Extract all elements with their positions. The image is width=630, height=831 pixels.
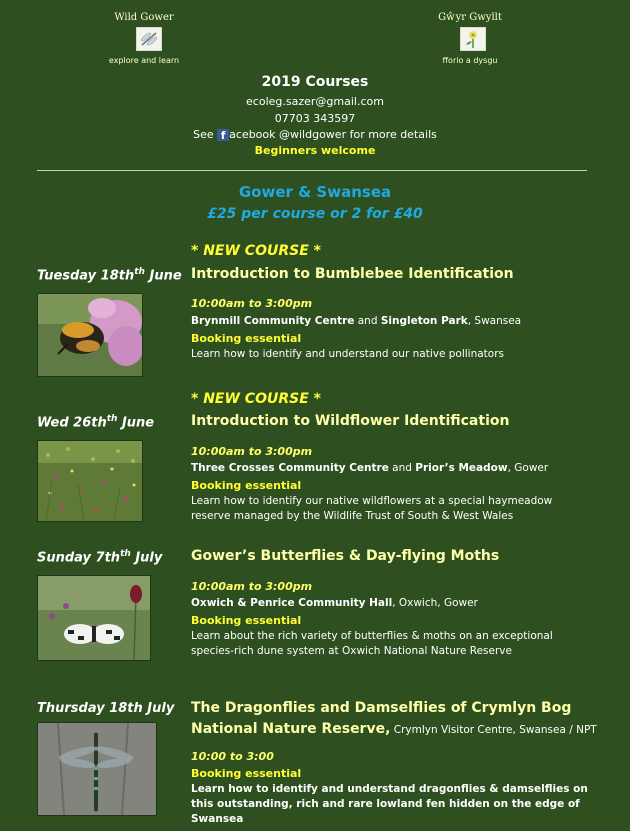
- course-description: Learn how to identify and understand dragonflies & damselflies on this outstanding, rich and rare lowland fen hidden on the edge of Swansea: [191, 783, 588, 825]
- course-venue: Oxwich & Penrice Community Hall, Oxwich, Gower: [191, 597, 478, 609]
- wildflower-meadow-photo: [37, 440, 143, 522]
- course-venue: Brynmill Community Centre and Singleton Park, Swansea: [191, 315, 522, 327]
- butterfly-photo: [37, 575, 151, 661]
- booking-essential: Booking essential: [191, 332, 302, 345]
- course-title: Introduction to Wildflower Identification: [191, 413, 510, 429]
- beginners-welcome: Beginners welcome: [254, 144, 376, 157]
- logo-right-name: Gŵyr Gwyllt: [438, 12, 502, 23]
- course-date: Sunday $7th^{th}$ July: [37, 549, 163, 566]
- page-title: 2019 Courses: [261, 74, 369, 90]
- course-time: 10:00am to 3:00pm: [191, 297, 313, 310]
- course-date: Tuesday $18th^{th}$ June: [37, 267, 182, 284]
- course-title: Introduction to Bumblebee Identification: [191, 266, 514, 282]
- new-course-badge: * NEW COURSE *: [191, 243, 321, 259]
- booking-essential: Booking essential: [191, 614, 302, 627]
- bumblebee-photo: [37, 293, 143, 377]
- new-course-badge: * NEW COURSE *: [191, 391, 321, 407]
- course-description: Learn how to identify our native wildflowers at a special haymeadow reserve managed by the Wildlife Trust of South & West Wales: [191, 495, 553, 522]
- divider: [37, 170, 587, 171]
- course-title-line-2: National Nature Reserve, Crymlyn Visitor Centre, Swansea / NPT: [191, 721, 597, 737]
- flower-icon: [460, 27, 486, 51]
- region-title: Gower & Swansea: [238, 183, 392, 201]
- course-description: Learn how to identify and understand our native pollinators: [191, 348, 505, 360]
- course-time: 10:00am to 3:00pm: [191, 445, 313, 458]
- course-time: 10:00am to 3:00pm: [191, 580, 313, 593]
- logo-left-tagline: explore and learn: [108, 56, 180, 65]
- course-title: The Dragonflies and Damselflies of Crymlyn Bog: [191, 700, 572, 716]
- contact-email[interactable]: ecoleg.sazer@gmail.com: [246, 95, 384, 108]
- region-price: £25 per course or 2 for £40: [207, 206, 423, 222]
- logo-right-tagline: fforio a dysgu: [442, 56, 498, 65]
- course-date: Thursday 18th July: [37, 701, 175, 716]
- booking-essential: Booking essential: [191, 767, 302, 780]
- course-date: Wed $26th^{th}$ June: [37, 414, 155, 431]
- facebook-text: acebook @wildgower for more details: [229, 128, 437, 141]
- contact-phone: 07703 343597: [274, 112, 356, 125]
- course-description: Learn about the rich variety of butterflies & moths on an exceptional species-rich dune system at Oxwich National Nature Reserve: [191, 630, 553, 657]
- facebook-prefix: See: [193, 128, 218, 141]
- dragonfly-photo: [37, 722, 157, 816]
- dragonfly-icon: [136, 27, 162, 51]
- booking-essential: Booking essential: [191, 479, 302, 492]
- course-time: 10:00 to 3:00: [191, 750, 274, 763]
- facebook-line[interactable]: [0, 128, 630, 141]
- course-title: Gower’s Butterflies & Day-flying Moths: [191, 548, 500, 564]
- facebook-icon[interactable]: f: [217, 129, 229, 141]
- course-venue: Three Crosses Community Centre and Prior’s Meadow, Gower: [191, 462, 549, 474]
- logo-left-name: Wild Gower: [114, 12, 174, 23]
